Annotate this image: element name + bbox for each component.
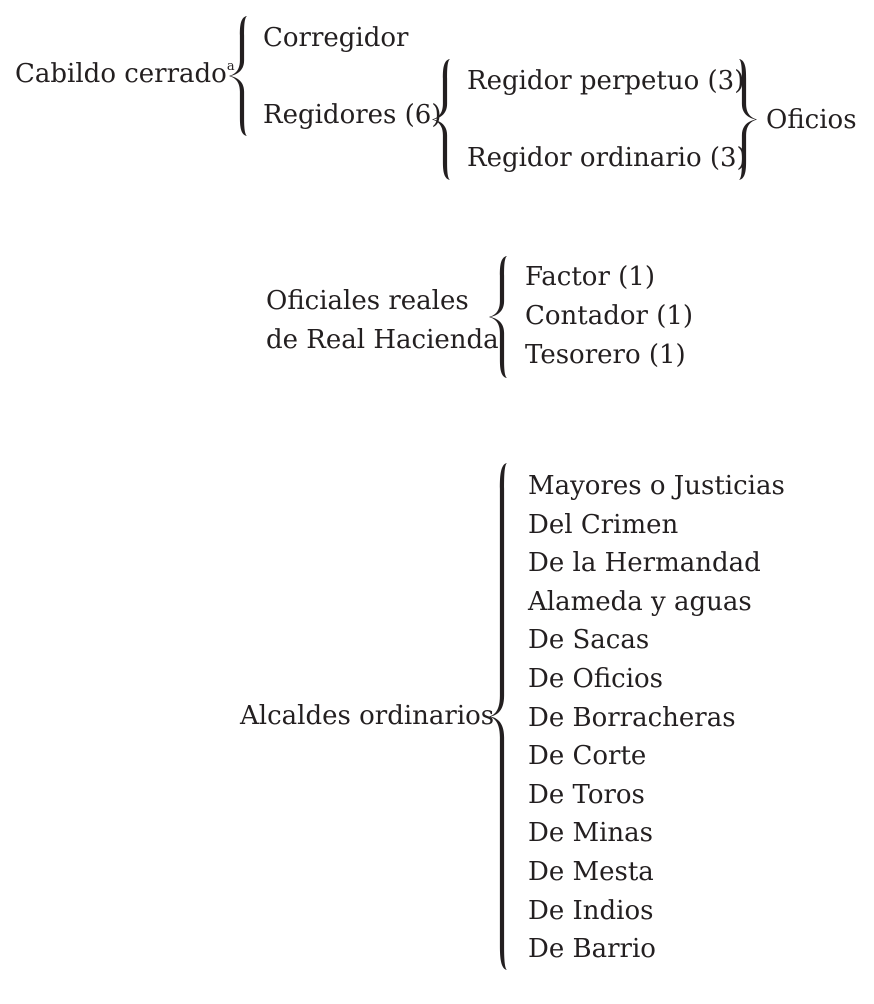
oficiales-item: Tesorero (1) — [525, 340, 686, 370]
corregidor-label: Corregidor — [263, 23, 409, 53]
alcaldes-item: De Corte — [528, 741, 647, 772]
cabildo-cerrado-label: Cabildo cerrado$^a$ — [15, 59, 235, 89]
regidores-label: Regidores (6) — [263, 100, 442, 130]
alcaldes-ordinarios-label: Alcaldes ordinarios — [240, 701, 495, 731]
regidor-perpetuo-label: Regidor perpetuo (3) — [467, 66, 745, 96]
oficiales-reales-label-line1: Oficiales reales — [266, 286, 469, 316]
alcaldes-item: De la Hermandad — [528, 548, 761, 579]
alcaldes-item: De Barrio — [528, 934, 656, 965]
alcaldes-item: De Toros — [528, 779, 645, 810]
oficiales-brace — [489, 256, 507, 378]
alcaldes-item: De Minas — [528, 818, 654, 849]
footnote-marker: a — [226, 59, 235, 74]
alcaldes-item: De Oficios — [528, 664, 664, 694]
alcaldes-item: De Indios — [528, 895, 654, 926]
alcaldes-item: De Mesta — [528, 857, 654, 887]
alcaldes-item: Mayores o Justicias — [528, 471, 785, 501]
alcaldes-item: Del Crimen — [528, 509, 679, 540]
regidor-ordinario-label: Regidor ordinario (3) — [467, 143, 747, 173]
oficios-label: Oficios — [766, 105, 857, 135]
oficiales-item: Contador (1) — [525, 301, 694, 331]
alcaldes-item: De Sacas — [528, 625, 650, 656]
oficiales-item: Factor (1) — [525, 262, 655, 292]
alcaldes-item: De Borracheras — [528, 702, 736, 733]
oficiales-reales-label-line2: de Real Hacienda — [266, 325, 499, 355]
alcaldes-item: Alameda y aguas — [528, 586, 752, 617]
